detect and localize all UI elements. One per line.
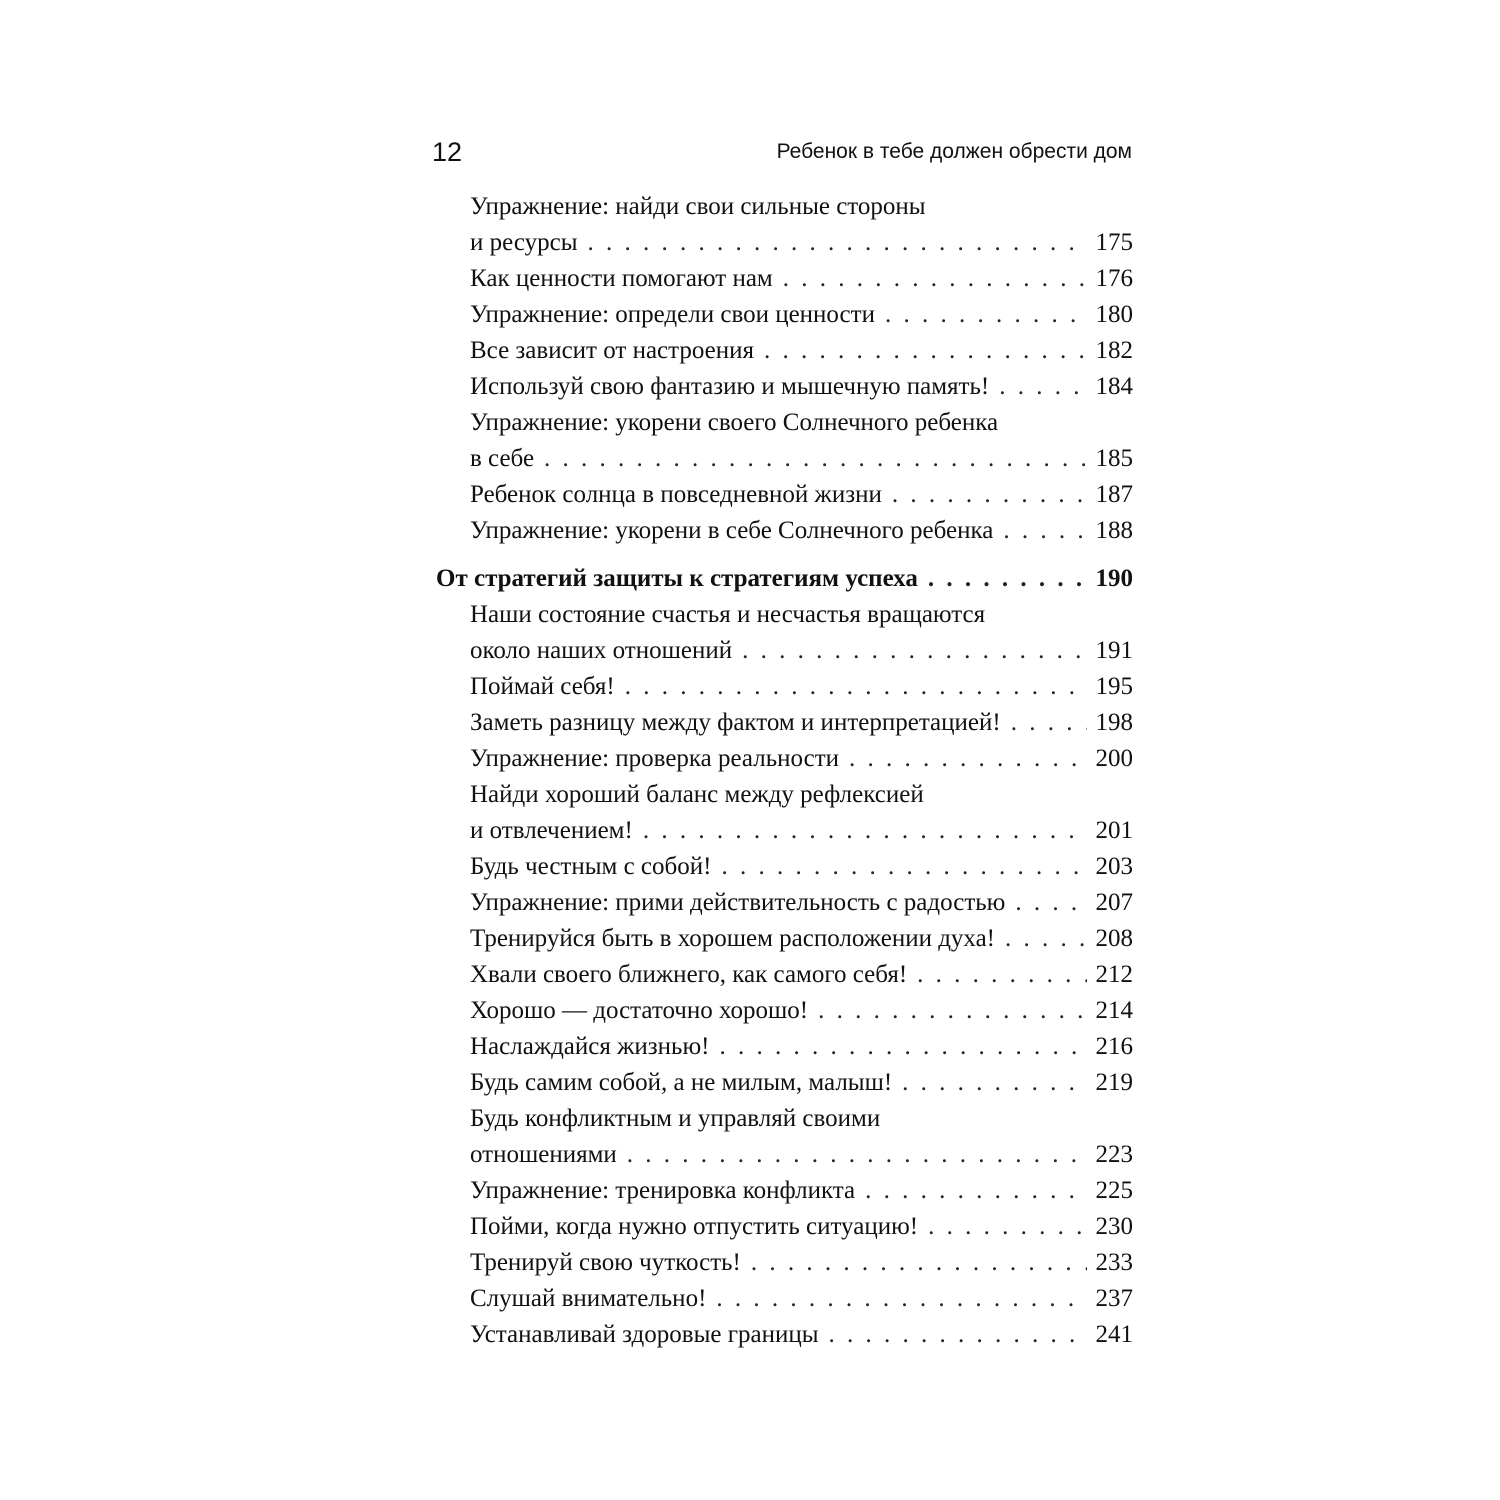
toc-page-number: 208 <box>1095 925 1133 952</box>
dot-leader <box>764 333 1087 369</box>
dot-leader <box>1015 885 1087 921</box>
dot-leader <box>892 477 1087 513</box>
dot-leader <box>999 369 1087 405</box>
dot-leader <box>544 441 1087 477</box>
toc-entry <box>470 1245 1133 1281</box>
dot-leader <box>719 1029 1087 1065</box>
toc-entry-title: в себе <box>470 445 535 472</box>
dot-leader <box>818 993 1087 1029</box>
toc-entry-title: От стратегий защиты к стратегиям успеха <box>436 565 918 592</box>
toc-page-number: 185 <box>1095 445 1133 472</box>
toc-page-number: 180 <box>1095 301 1133 328</box>
toc-page-number: 216 <box>1095 1033 1133 1060</box>
toc-page-number: 237 <box>1095 1285 1133 1312</box>
dot-leader <box>1011 705 1087 741</box>
dot-leader <box>1005 921 1087 957</box>
toc-entry <box>470 777 1133 849</box>
toc-page-number: 182 <box>1095 337 1133 364</box>
dot-leader <box>643 813 1087 849</box>
toc-entry-title: Упражнение: определи свои ценности <box>470 301 875 328</box>
toc-entry <box>470 477 1133 513</box>
toc-entry-title: Поймай себя! <box>470 673 615 700</box>
toc-page-number: 225 <box>1095 1177 1133 1204</box>
toc-entry <box>470 885 1133 921</box>
toc-entry <box>470 705 1133 741</box>
dot-leader <box>588 225 1087 261</box>
toc-entry-title: отношениями <box>470 1141 617 1168</box>
toc-entry <box>470 1317 1133 1353</box>
toc-entry-title: Ребенок солнца в повседневной жизни <box>470 481 882 508</box>
toc-entry <box>470 405 1133 477</box>
toc-entry-title: Хорошо — достаточно хорошо! <box>470 997 809 1024</box>
toc-entry-title: Хвали своего ближнего, как самого себя! <box>470 961 908 988</box>
toc-entry <box>470 1065 1133 1101</box>
toc-page-number: 230 <box>1095 1213 1133 1240</box>
toc-entry <box>470 1101 1133 1173</box>
dot-leader <box>902 1065 1087 1101</box>
toc-entry <box>470 513 1133 549</box>
dot-leader <box>742 633 1087 669</box>
dot-leader <box>917 957 1087 993</box>
dot-leader <box>928 1209 1087 1245</box>
dot-leader <box>928 561 1087 597</box>
dot-leader <box>829 1317 1088 1353</box>
toc-entry <box>470 1029 1133 1065</box>
table-of-contents <box>436 189 1133 1353</box>
toc-entry-title: Наши состояние счастья и несчастья вращаются <box>470 601 986 628</box>
toc-page-number: 188 <box>1095 517 1133 544</box>
dot-leader <box>783 261 1087 297</box>
toc-page-number: 201 <box>1095 817 1133 844</box>
toc-entry-title: Тренируйся быть в хорошем расположении духа! <box>470 925 996 952</box>
dot-leader <box>625 669 1087 705</box>
toc-page-number: 233 <box>1095 1249 1133 1276</box>
toc-entry <box>470 957 1133 993</box>
toc-entry-title: Будь самим собой, а не милым, малыш! <box>470 1069 893 1096</box>
toc-entry-title: Используй свою фантазию и мышечную память! <box>470 373 990 400</box>
dot-leader <box>751 1245 1087 1281</box>
toc-entry <box>470 189 1133 261</box>
dot-leader <box>865 1173 1087 1209</box>
toc-entry <box>470 261 1133 297</box>
dot-leader <box>849 741 1087 777</box>
toc-page-number: 198 <box>1095 709 1133 736</box>
page-number: 12 <box>432 137 463 167</box>
toc-page-number: 190 <box>1095 565 1133 592</box>
toc-page-number: 207 <box>1095 889 1133 916</box>
toc-entry <box>470 297 1133 333</box>
toc-entry-title: Упражнение: укорени своего Солнечного ребенка <box>470 409 999 436</box>
dot-leader <box>885 297 1087 333</box>
toc-page-number: 214 <box>1095 997 1133 1024</box>
toc-entry-title: и отвлечением! <box>470 817 633 844</box>
toc-entry-title: Упражнение: найди свои сильные стороны <box>470 193 926 220</box>
toc-page-number: 219 <box>1095 1069 1133 1096</box>
toc-entry <box>470 921 1133 957</box>
toc-page-number: 187 <box>1095 481 1133 508</box>
toc-page-number: 191 <box>1095 637 1133 664</box>
toc-entry-title: Заметь разницу между фактом и интерпретацией! <box>470 709 1001 736</box>
toc-entry-title: Будь честным с собой! <box>470 853 712 880</box>
dot-leader <box>716 1281 1087 1317</box>
toc-entry-title: Упражнение: прими действительность с радостью <box>470 889 1006 916</box>
toc-page-number: 176 <box>1095 265 1133 292</box>
toc-entry-title: Упражнение: укорени в себе Солнечного ребенка <box>470 517 994 544</box>
toc-page-number: 175 <box>1095 229 1133 256</box>
toc-page-number: 223 <box>1095 1141 1133 1168</box>
toc-entry-title: Упражнение: тренировка конфликта <box>470 1177 856 1204</box>
toc-entry <box>470 1173 1133 1209</box>
dot-leader <box>1003 513 1087 549</box>
toc-page-number: 203 <box>1095 853 1133 880</box>
toc-section-entry <box>436 561 1133 597</box>
toc-page-number: 184 <box>1095 373 1133 400</box>
toc-entry-title: около наших отношений <box>470 637 733 664</box>
toc-entry-title: Устанавливай здоровые границы <box>470 1321 819 1348</box>
dot-leader <box>721 849 1087 885</box>
toc-entry-title: Тренируй свою чуткость! <box>470 1249 741 1276</box>
toc-entry-title: Будь конфликтным и управляй своими <box>470 1105 881 1132</box>
toc-entry <box>470 1209 1133 1245</box>
toc-entry-title: Упражнение: проверка реальности <box>470 745 840 772</box>
toc-entry-title: Как ценности помогают нам <box>470 265 773 292</box>
toc-entry <box>470 993 1133 1029</box>
toc-entry-title: Все зависит от настроения <box>470 337 755 364</box>
toc-entry <box>470 849 1133 885</box>
toc-entry <box>470 741 1133 777</box>
toc-page-number: 195 <box>1095 673 1133 700</box>
running-title: Ребенок в тебе должен обрести дом <box>776 140 1132 163</box>
toc-entry <box>470 669 1133 705</box>
toc-entry-title: Найди хороший баланс между рефлексией <box>470 781 924 808</box>
toc-page-number: 212 <box>1095 961 1133 988</box>
toc-page-number: 200 <box>1095 745 1133 772</box>
toc-entry-title: Наслаждайся жизнью! <box>470 1033 710 1060</box>
toc-entry-title: Пойми, когда нужно отпустить ситуацию! <box>470 1213 919 1240</box>
toc-entry <box>470 333 1133 369</box>
dot-leader <box>627 1137 1087 1173</box>
toc-entry-title: и ресурсы <box>470 229 578 256</box>
toc-page-number: 241 <box>1095 1321 1133 1348</box>
toc-entry <box>470 1281 1133 1317</box>
toc-entry <box>470 369 1133 405</box>
toc-entry <box>470 597 1133 669</box>
toc-entry-title: Слушай внимательно! <box>470 1285 707 1312</box>
